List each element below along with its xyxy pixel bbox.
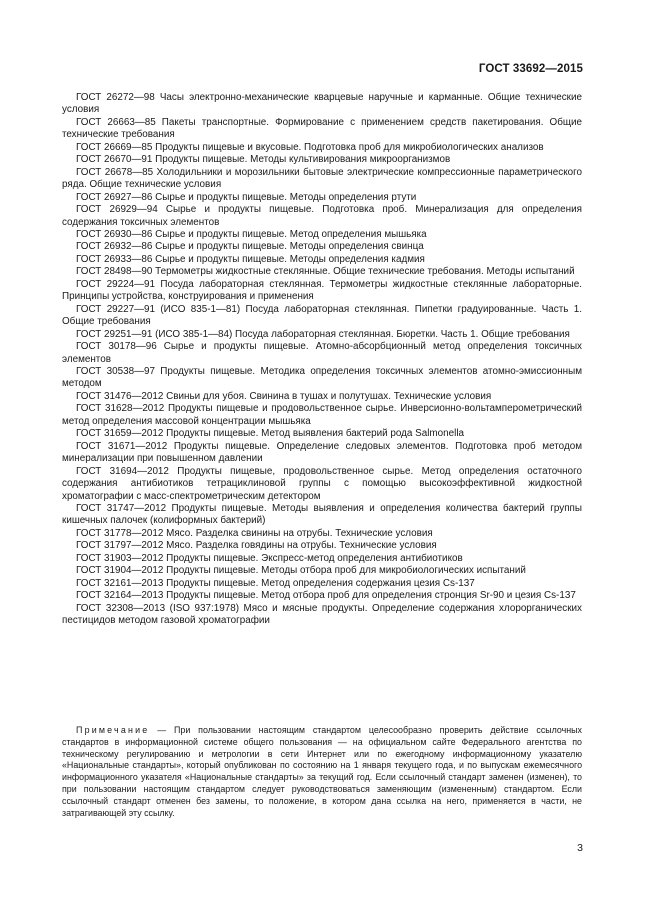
reference-item: ГОСТ 30178—96 Сырье и продукты пищевые. Атомно-абсорбционный метод определения токсичных элементов xyxy=(62,341,582,365)
reference-item: ГОСТ 31778—2012 Мясо. Разделка свинины на отрубы. Технические условия xyxy=(76,527,433,539)
reference-item: ГОСТ 32164—2013 Продукты пищевые. Метод отбора проб для определения стронция Sr-90 и цезия Cs-137 xyxy=(76,590,576,602)
note-label: Примечание xyxy=(76,725,150,735)
reference-item: ГОСТ 26669—85 Продукты пищевые и вкусовые. Подготовка проб для микробиологических анализов xyxy=(76,141,544,153)
reference-item: ГОСТ 31904—2012 Продукты пищевые. Методы отбора проб для микробиологических испытаний xyxy=(76,565,526,577)
reference-item: ГОСТ 32161—2013 Продукты пищевые. Метод определения содержания цезия Cs-137 xyxy=(76,577,475,589)
reference-item: ГОСТ 26663—85 Пакеты транспортные. Формирование с применением средств пакетирования. Общие технические требования xyxy=(62,116,582,141)
reference-item: ГОСТ 31797—2012 Мясо. Разделка говядины на отрубы. Технические условия xyxy=(76,540,437,552)
reference-item: ГОСТ 29227—91 (ИСО 835-1—81) Посуда лабораторная стеклянная. Пипетки градуированные. Часть 1. Общие требования xyxy=(62,303,582,328)
note-paragraph xyxy=(62,725,582,819)
reference-item: ГОСТ 26670—91 Продукты пищевые. Методы культивирования микроорганизмов xyxy=(76,154,451,166)
reference-item: ГОСТ 26930—86 Сырье и продукты пищевые. Метод определения мышьяка xyxy=(76,228,427,240)
reference-item: ГОСТ 29224—91 Посуда лабораторная стеклянная. Термометры жидкостные стеклянные лабораторные. Принципы устройства, конструирования и применения xyxy=(62,278,582,303)
reference-item: ГОСТ 26927—86 Сырье и продукты пищевые. Методы определения ртути xyxy=(76,191,417,203)
reference-item: ГОСТ 32308—2013 (ISO 937:1978) Мясо и мясные продукты. Определение содержания хлорорганических пестицидов методом газовой хроматографии xyxy=(62,602,582,627)
reference-item: ГОСТ 31903—2012 Продукты пищевые. Экспресс-метод определения антибиотиков xyxy=(76,552,463,564)
reference-item: ГОСТ 31659—2012 Продукты пищевые. Метод выявления бактерий рода Salmonella xyxy=(76,428,465,440)
normative-references-list xyxy=(62,92,582,627)
reference-item: ГОСТ 31671—2012 Продукты пищевые. Определение следовых элементов. Подготовка проб методом минерализации при повышенном давлении xyxy=(62,440,582,465)
reference-item: ГОСТ 26929—94 Сырье и продукты пищевые. Подготовка проб. Минерализация для определения содержания токсичных элементов xyxy=(62,204,582,228)
reference-item: ГОСТ 31476—2012 Свиньи для убоя. Свинина в тушах и полутушах. Технические условия xyxy=(76,390,492,402)
page-number: 3 xyxy=(577,842,583,854)
reference-item: ГОСТ 26272—98 Часы электронно-механические кварцевые наручные и карманные. Общие технические условия xyxy=(62,92,582,116)
note-text: — При пользовании настоящим стандартом целесообразно проверить действие ссылочных стандартов в информационной системе общего пользования — на официальном сайте Федерального агентства по техническому регулированию и метрологии в сети Интернет или по ежегодному информационному указателю «Национальные стандарты», который опубликован по состоянию на 1 января текущего года, и по выпускам ежемесячного информационного указателя «Национальные стандарты» за текущий год. Если ссылочный стандарт заменен (изменен), то при пользовании настоящим стандартом следует руководствоваться заменяющим (измененным) стандартом. Если ссылочный стандарт отменен без замены, то положение, в котором дана ссылка на него, применяется в части, не затрагивающей эту ссылку. xyxy=(62,725,582,818)
reference-item: ГОСТ 30538—97 Продукты пищевые. Методика определения токсичных элементов атомно-эмиссионным методом xyxy=(62,365,582,390)
reference-item: ГОСТ 28498—90 Термометры жидкостные стеклянные. Общие технические требования. Методы испытаний xyxy=(76,266,575,278)
reference-item: ГОСТ 29251—91 (ИСО 385-1—84) Посуда лабораторная стеклянная. Бюретки. Часть 1. Общие требования xyxy=(76,328,570,340)
reference-item: ГОСТ 31747—2012 Продукты пищевые. Методы выявления и определения количества бактерий группы кишечных палочек (колиформных бактерий) xyxy=(62,502,582,527)
reference-item: ГОСТ 31694—2012 Продукты пищевые, продовольственное сырье. Метод определения остаточного содержания антибиотиков тетрациклиновой группы с помощью высокоэффективной жидкостной хроматографии с масс-спектрометрическим детектором xyxy=(62,465,582,502)
reference-item: ГОСТ 26933—86 Сырье и продукты пищевые. Методы определения кадмия xyxy=(76,253,425,265)
page-header-standard-code: ГОСТ 33692—2015 xyxy=(478,63,583,75)
reference-item: ГОСТ 26932—86 Сырье и продукты пищевые. Методы определения свинца xyxy=(76,241,424,253)
reference-item: ГОСТ 26678—85 Холодильники и морозильники бытовые электрические компрессионные параметрического ряда. Общие технические условия xyxy=(62,166,582,191)
reference-item: ГОСТ 31628—2012 Продукты пищевые и продовольственное сырье. Инверсионно-вольтамперометрический метод определения массовой концентрации мышьяка xyxy=(62,403,582,427)
